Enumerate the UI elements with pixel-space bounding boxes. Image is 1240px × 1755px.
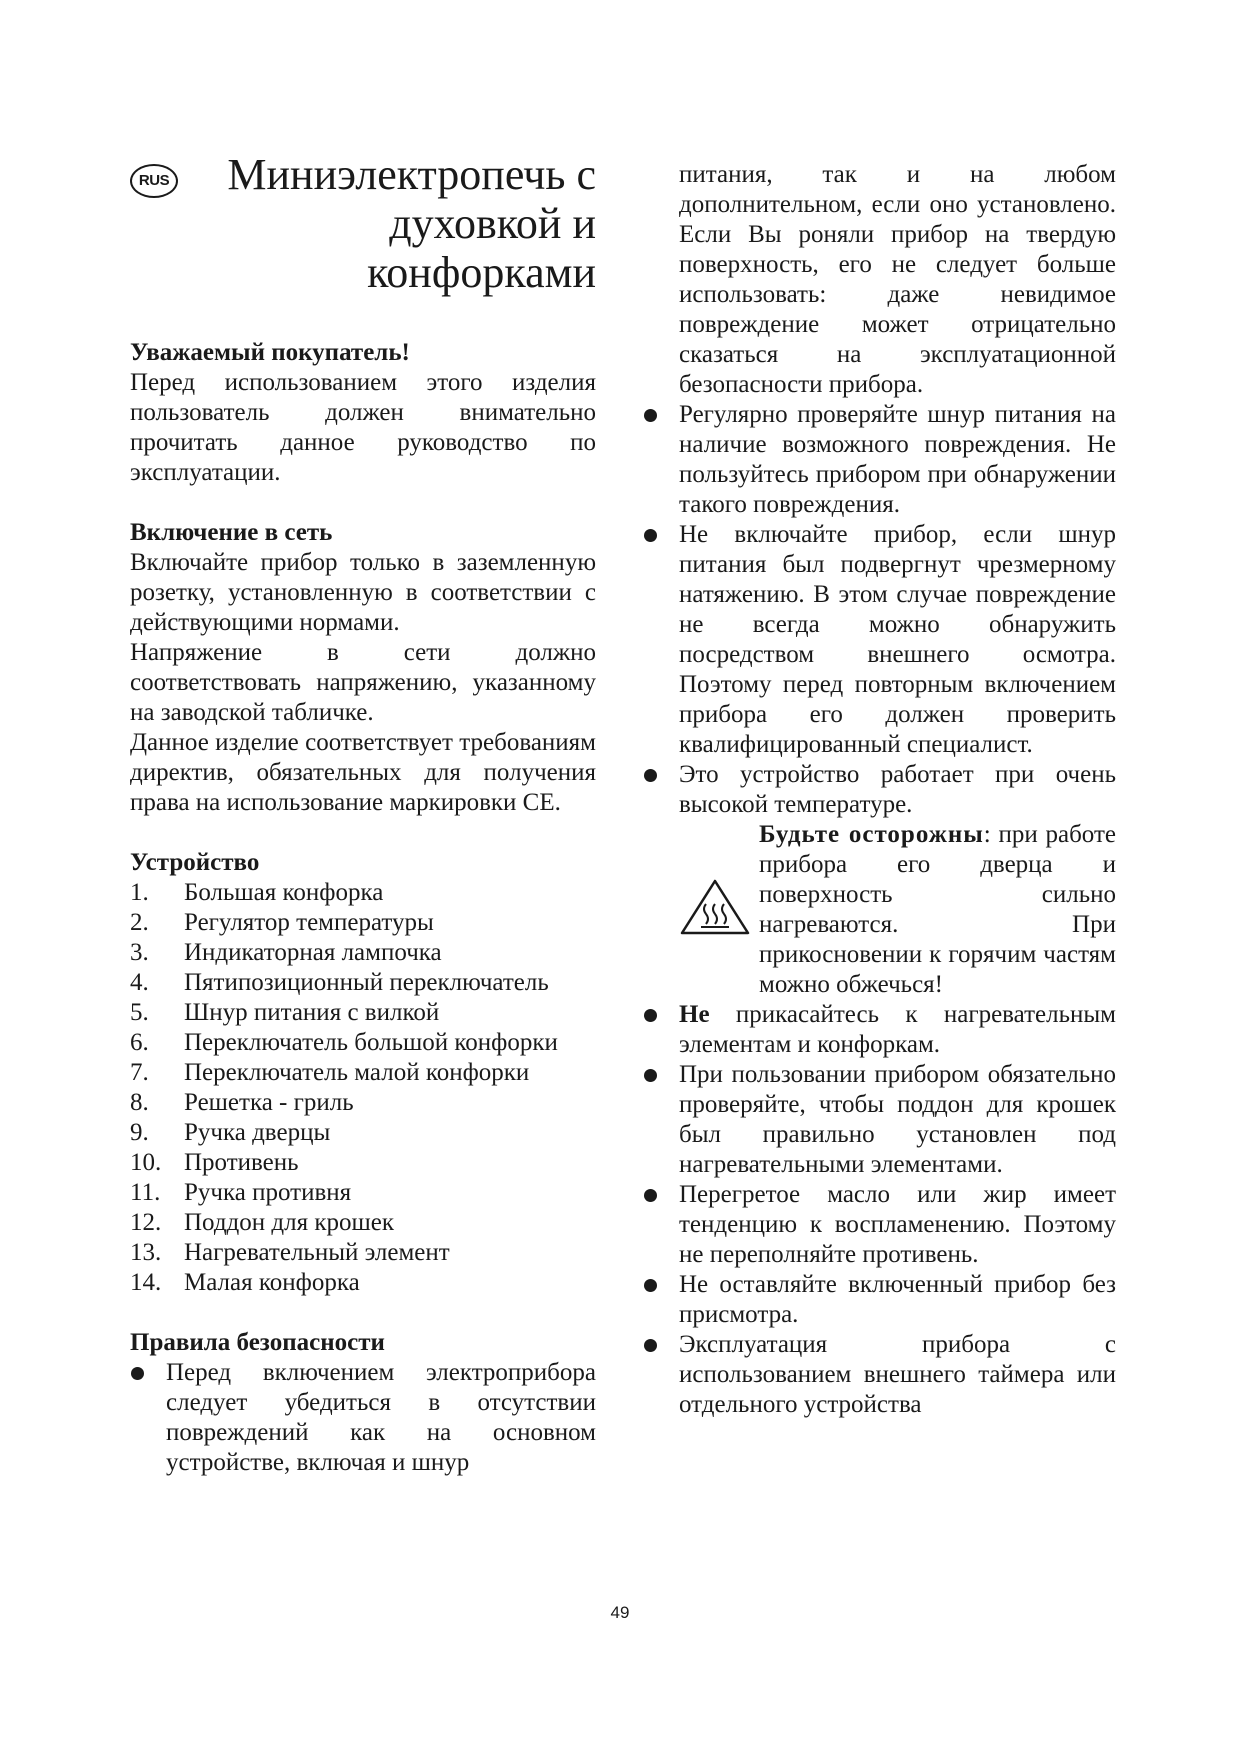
bullet-icon <box>643 400 679 520</box>
title-line: духовкой и <box>389 199 596 248</box>
bullet-item: Не включайте прибор, если шнур питания был подвергнут чрезмерному натяжению. В этом случае повреждение не всегда можно обнаружить посредством внешнего осмотра. Поэтому перед повторным включением прибора его должен проверить квалифицированный специалист. <box>643 520 1116 760</box>
list-item: 5. Шнур питания с вилкой <box>130 999 440 1026</box>
rus-language-badge: RUS <box>130 164 178 198</box>
bullet-item: При пользовании прибором обязательно проверяйте, чтобы поддон для крошек был правильно установлен под нагревательными элементами. <box>643 1060 1116 1180</box>
right-column <box>643 160 1116 1420</box>
device-parts-list <box>130 878 596 1298</box>
left-column <box>130 150 596 1478</box>
list-item: 11. Ручка противня <box>130 1179 352 1206</box>
list-item: 13. Нагревательный элемент <box>130 1239 450 1266</box>
bullet-continuation: питания, так и на любом дополнительном, если оно установлено. Если Вы роняли прибор на твердую поверхность, его не следует больше использовать: даже невидимое повреждение может отрицательно сказаться на эксплуатационной безопасности прибора. <box>679 161 1116 398</box>
bullet-icon <box>643 520 679 760</box>
voltage-paragraph: Напряжение в сети должно соответствовать напряжению, указанному на заводской табличке. <box>130 639 596 726</box>
power-connection-heading: Включение в сеть <box>130 519 333 546</box>
power-connection-paragraph: Включайте прибор только в заземленную розетку, установленную в соответствии с действующими нормами. <box>130 549 596 636</box>
bullet-icon <box>130 1358 166 1478</box>
bullet-item: Перед включением электроприбора следует убедиться в отсутствии повреждений как на основном устройстве, включая и шнур <box>130 1358 596 1478</box>
dear-customer-heading: Уважаемый покупатель! <box>130 339 410 366</box>
caution-text: Будьте осторожны: при работе прибора его дверца и поверхность сильно нагреваются. При прикосновении к горячим частям можно обжечься! <box>759 821 1116 998</box>
dear-customer-text: Перед использованием этого изделия пользователь должен внимательно прочитать данное руководство по эксплуатации. <box>130 369 596 486</box>
bullet-icon <box>643 1180 679 1270</box>
list-item: 3. Индикаторная лампочка <box>130 939 442 966</box>
list-item: 2. Регулятор температуры <box>130 909 434 936</box>
list-item: 8. Решетка - гриль <box>130 1089 354 1116</box>
list-item: 12. Поддон для крошек <box>130 1209 394 1236</box>
title-line: Миниэлектропечь с <box>227 150 596 199</box>
device-heading: Устройство <box>130 849 260 876</box>
list-item: 9. Ручка дверцы <box>130 1119 331 1146</box>
hot-surface-warning-icon <box>679 820 759 1000</box>
bullet-item: Это устройство работает при очень высокой температуре. <box>643 760 1116 820</box>
list-item: 4. Пятипозиционный переключатель <box>130 969 549 996</box>
bullet-item: Не прикасайтесь к нагревательным элементам и конфоркам. <box>643 1000 1116 1060</box>
hot-surface-warning <box>643 820 1116 1000</box>
list-item: 7. Переключатель малой конфорки <box>130 1059 530 1086</box>
bullet-icon <box>643 1270 679 1330</box>
bullet-icon <box>643 1000 679 1060</box>
title-block <box>130 150 596 330</box>
list-item: 14. Малая конфорка <box>130 1269 360 1296</box>
page-title <box>196 150 596 297</box>
bullet-icon <box>643 1330 679 1420</box>
bullet-icon <box>643 760 679 820</box>
ce-marking-paragraph: Данное изделие соответствует требованиям директив, обязательных для получения права на использование маркировки CE. <box>130 729 596 816</box>
list-item: 6. Переключатель большой конфорки <box>130 1029 558 1056</box>
list-item: 1. Большая конфорка <box>130 879 384 906</box>
page-number: 49 <box>610 1603 630 1622</box>
bullet-item: Эксплуатация прибора с использованием внешнего таймера или отдельного устройства <box>643 1330 1116 1420</box>
safety-heading: Правила безопасности <box>130 1329 385 1356</box>
bullet-item: Не оставляйте включенный прибор без присмотра. <box>643 1270 1116 1330</box>
bullet-icon <box>643 1060 679 1180</box>
bullet-item: Перегретое масло или жир имеет тенденцию к воспламенению. Поэтому не переполняйте противень. <box>643 1180 1116 1270</box>
list-item: 10. Противень <box>130 1149 299 1176</box>
title-line: конфорками <box>367 248 596 297</box>
bullet-item: Регулярно проверяйте шнур питания на наличие возможного повреждения. Не пользуйтесь прибором при обнаружении такого повреждения. <box>643 400 1116 520</box>
